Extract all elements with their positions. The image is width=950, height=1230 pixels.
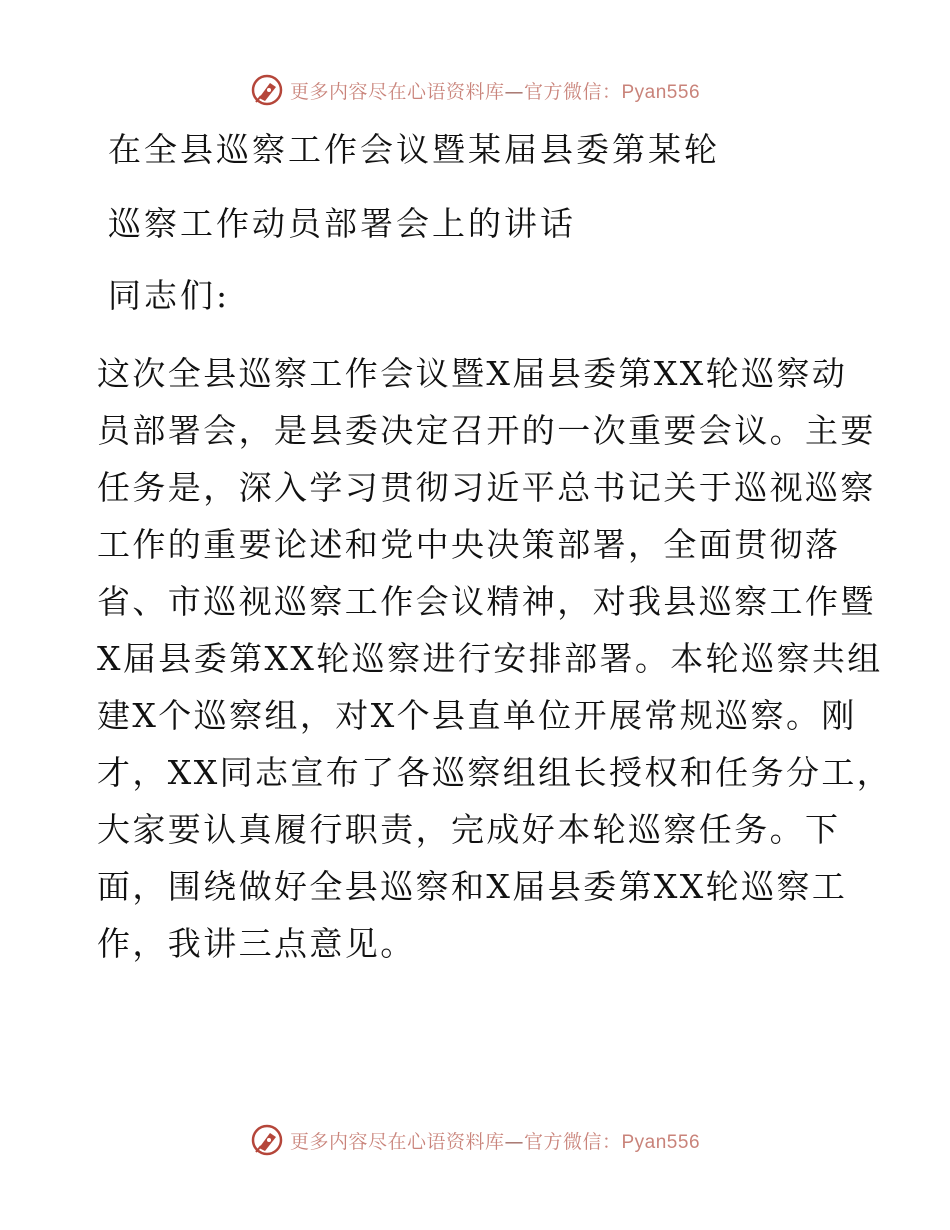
document-title-line-1: 在全县巡察工作会议暨某届县委第某轮 xyxy=(108,130,720,169)
paragraph-line: 省、市巡视巡察工作会议精神，对我县巡察工作暨 xyxy=(97,582,876,621)
watermark-wechat-id: Pyan556 xyxy=(621,1131,701,1153)
watermark-dash: — xyxy=(504,80,524,103)
watermark-label: 官方微信： xyxy=(523,80,622,103)
watermark-wechat-id: Pyan556 xyxy=(621,81,701,103)
paragraph-line: 员部署会，是县委决定召开的一次重要会议。主要 xyxy=(97,411,876,450)
salutation: 同志们: xyxy=(108,276,231,315)
paragraph-line: X届县委第XX轮巡察进行安排部署。本轮巡察共组 xyxy=(97,639,883,678)
paragraph-line: 任务是，深入学习贯彻习近平总书记关于巡视巡察 xyxy=(97,468,876,507)
watermark-site-name: 更多内容尽在心语资料库 xyxy=(289,1130,505,1153)
watermark-label: 官方微信： xyxy=(523,1130,622,1153)
watermark-site-name: 更多内容尽在心语资料库 xyxy=(289,80,505,103)
pen-nib-logo-icon xyxy=(250,1123,284,1157)
watermark-text xyxy=(290,77,700,104)
footer-watermark xyxy=(0,1120,950,1160)
paragraph-line: 工作的重要论述和党中央决策部署，全面贯彻落 xyxy=(97,525,841,564)
body-paragraph xyxy=(97,345,893,972)
watermark-text xyxy=(290,1127,700,1154)
watermark-dash: — xyxy=(504,1130,524,1153)
pen-nib-logo-icon xyxy=(250,73,284,107)
paragraph-line: 大家要认真履行职责，完成好本轮巡察任务。下 xyxy=(97,810,841,849)
paragraph-line: 建X个巡察组，对X个县直单位开展常规巡察。刚 xyxy=(97,696,857,735)
document-title-line-2: 巡察工作动员部署会上的讲话 xyxy=(108,204,576,243)
paragraph-line: 作，我讲三点意见。 xyxy=(97,924,416,963)
paragraph-line: 这次全县巡察工作会议暨X届县委第XX轮巡察动 xyxy=(97,354,848,393)
paragraph-line: 才，XX同志宣布了各巡察组组长授权和任务分工， xyxy=(97,753,893,792)
paragraph-line: 面，围绕做好全县巡察和X届县委第XX轮巡察工 xyxy=(97,867,848,906)
header-watermark xyxy=(0,70,950,110)
